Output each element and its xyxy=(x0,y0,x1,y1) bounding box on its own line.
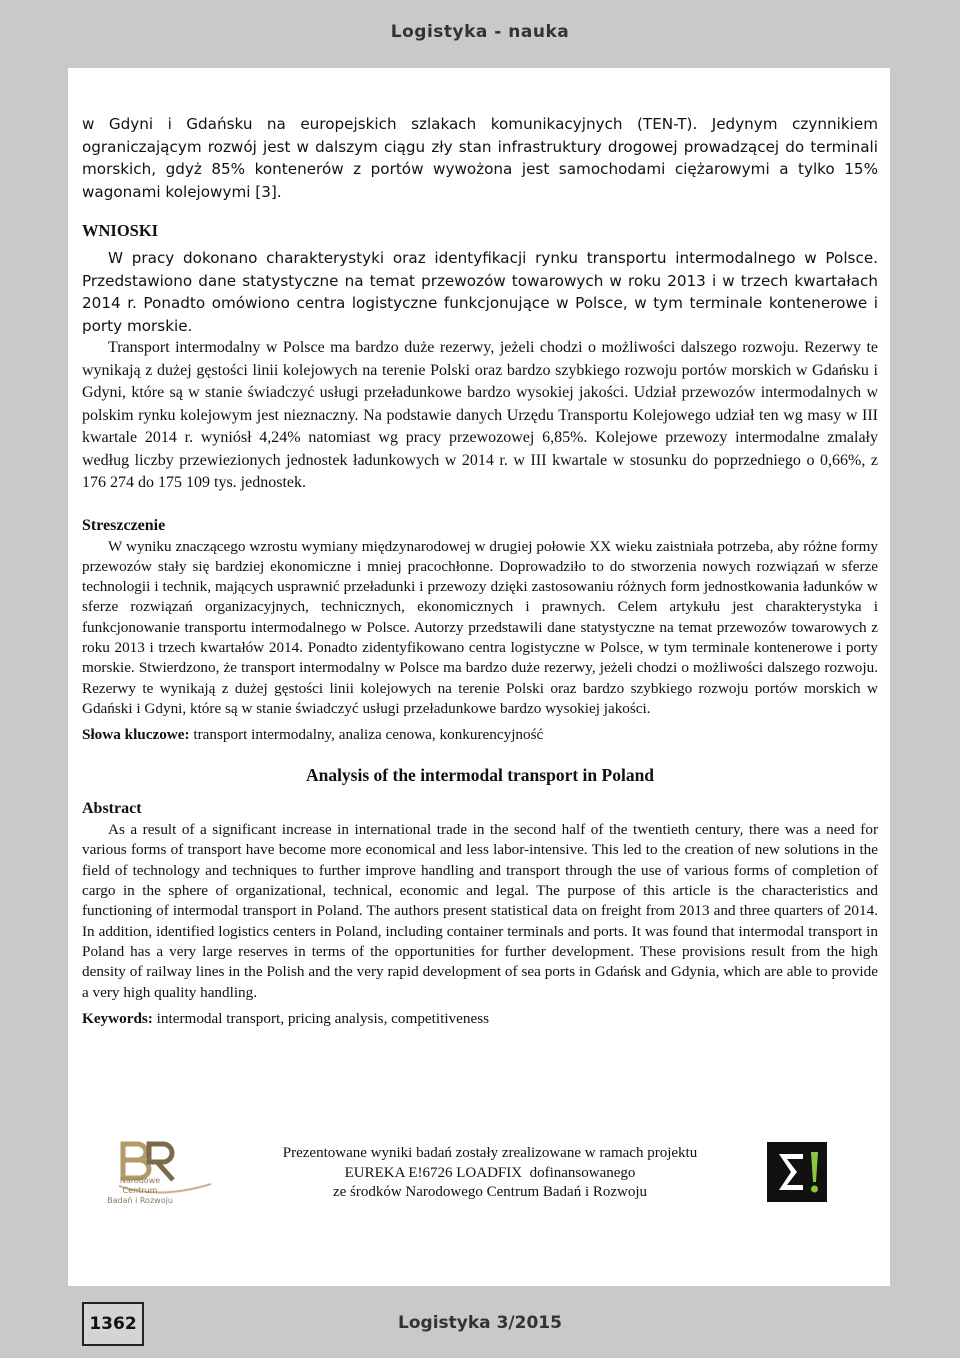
pl-abstract-heading: Streszczenie xyxy=(82,516,166,534)
funding-note xyxy=(240,1144,740,1203)
conclusions-paragraph-1: W pracy dokonano charakterystyki oraz identyfikacji rynku transportu intermodalnego w Polsce. Przedstawiono dane statystyczne na temat przewozów towarowych w roku 2013 i w trzech kwartałach 2014 r. Ponadto omówiono centra logistyczne funkcjonujące w Polsce, w tym terminale kontenerowe i porty morskie. xyxy=(82,249,878,335)
conclusions-paragraph-2: Transport intermodalny w Polsce ma bardzo duże rezerwy, jeżeli chodzi o możliwości dalszego rozwoju. Rezerwy te wynikają z dużej gęstości linii kolejowych na terenie Polski oraz bardzo szybkiego rozwoju portów morskich w Gdańsku i Gdyni, które są w stanie świadczyć usługi przeładunkowe bardzo wysokiej jakości. Udział przewozów intermodalnych w polskim rynku kolejowym jest nieznaczny. Na podstawie danych Urzędu Transportu Kolejowego udział ten wg masy w III kwartale 2014 r. wyniósł 4,24% natomiast wg pracy przewozowej 6,85%. Kolejowe przewozy intermodalne zmalały według liczby przewiezionych jednostek ładunkowych w 2014 r. w III kwartale w stosunku do poprzedniego o 0,66%, z 176 274 do 175 109 tys. jednostek. xyxy=(82,339,878,491)
en-keywords-label: Keywords: xyxy=(82,1009,153,1027)
journal-footer: Logistyka 3/2015 xyxy=(398,1313,562,1333)
en-abstract-text: As a result of a significant increase in international trade in the second half of the twentieth century, there was a need for various forms of transport have become more economical and less labor-intensive. This led to the creation of new solutions in the field of technology and techniques to further improve handling and transport through the use of various forms of completion of cargo in the sphere of organizational, technical, economic and legal. The purpose of this article is the characteristics and functioning of intermodal transport in Poland. The authors present statistical data on freight from 2013 and three quarters of 2014. In addition, identified logistics centers in Poland, including container terminals and ports. It was found that intermodal transport in Poland has a very large reserves in terms of the opportunities for further development. These provisions result from the high density of railway lines in the Polish and the very rapid development of sea ports in Gdańsk and Gdynia, which are able to provide a very high quality handling. xyxy=(82,821,878,1001)
en-keywords-value: intermodal transport, pricing analysis, competitiveness xyxy=(156,1009,490,1027)
eureka-logo-icon xyxy=(767,1142,827,1202)
en-abstract-heading: Abstract xyxy=(82,800,142,818)
funding-note-line2: EUREKA E!6726 LOADFIX dofinansowanego xyxy=(344,1164,636,1181)
ncbr-logo-line1: Narodowe Centrum xyxy=(119,1176,161,1195)
funding-note-line1: Prezentowane wyniki badań zostały zrealizowane w ramach projektu xyxy=(282,1145,698,1161)
conclusions-heading: WNIOSKI xyxy=(82,221,159,240)
pl-keywords-value: transport intermodalny, analiza cenowa, konkurencyjność xyxy=(193,726,544,744)
funding-note-line3: ze środków Narodowego Centrum Badań i Rozwoju xyxy=(332,1184,648,1200)
ncbr-logo-text xyxy=(104,1176,176,1206)
page-number: 1362 xyxy=(82,1302,144,1346)
english-title: Analysis of the intermodal transport in Poland xyxy=(305,765,655,786)
article-body xyxy=(82,113,878,1029)
intro-paragraph: w Gdyni i Gdańsku na europejskich szlakach komunikacyjnych (TEN-T). Jedynym czynnikiem ograniczającym rozwój jest w dalszym ciągu zły stan infrastruktury drogowej prowadzącej do terminali morskich, gdyż 85% kontenerów z portów wywożona jest samochodami ciężarowymi a tylko 15% wagonami kolejowymi [3]. xyxy=(82,115,878,201)
pl-abstract-text: W wyniku znaczącego wzrostu wymiany międzynarodowej w drugiej połowie XX wieku zaistniała potrzeba, aby różne formy przewozów stały się bardziej ekonomiczne i mniej pracochłonne. Doprowadziło to do stworzenia nowych rozwiązań w sferze technologii i technik, mających usprawnić przeładunki i przewozy dzięki zastosowaniu różnych form jednostkowania ładunków w sferze rozwiązań organizacyjnych, technicznych, ekonomicznych i prawnych. Celem artykułu jest charakterystyka i funkcjonowanie transportu intermodalnego w Polsce. Autorzy przedstawili dane statystyczne na temat przewozów towarowych z roku 2013 i trzech kwartałów 2014. Ponadto zidentyfikowano centra logistyczne w Polsce, w tym terminale kontenerowe i porty morskie. Stwierdzono, że transport intermodalny w Polsce ma bardzo duże rezerwy, jeżeli chodzi o możliwości dalszego rozwoju. Rezerwy te wynikają z dużej gęstości linii kolejowych na terenie Polski oraz bardzo szybkiego rozwoju portów morskich w Gdański i Gdyni, które są w stanie świadczyć usługi przeładunkowe bardzo wysokiej jakości. xyxy=(82,537,878,717)
pl-keywords-label: Słowa kluczowe: xyxy=(82,726,190,744)
ncbr-logo-line2: Badań i Rozwoju xyxy=(107,1196,173,1205)
en-keywords xyxy=(82,1009,878,1029)
running-header: Logistyka - nauka xyxy=(390,22,570,42)
pl-keywords xyxy=(82,725,878,745)
